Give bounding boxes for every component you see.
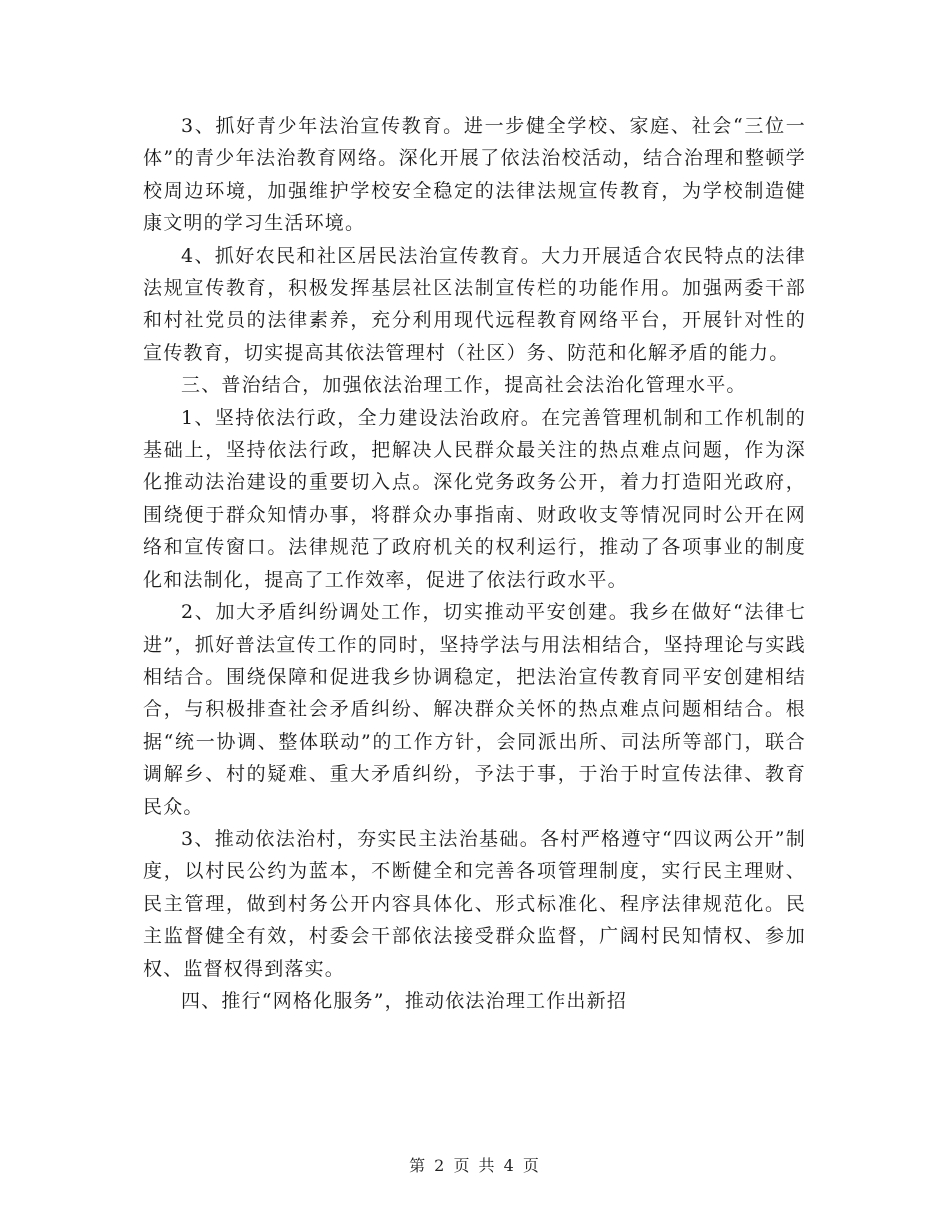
paragraph-dispute-mediation: 2、加大矛盾纠纷调处工作，切实推动平安创建。我乡在做好“法律七进”，抓好普法宣传工作的同时，坚持学法与用法相结合，坚持理论与实践相结合。围绕保障和促进我乡协调稳定，把法治宣传教育同平安创建相结合，与积极排查社会矛盾纠纷、解决群众关怀的热点难点问题相结合。根据“统一协调、整体联动”的工作方针，会同派出所、司法所等部门，联合调解乡、村的疑难、重大矛盾纠纷，予法于事，于治于时宣传法律、教育民众。: [143, 601, 806, 818]
document-body: [143, 110, 806, 1017]
paragraph-village-governance: 3、推动依法治村，夯实民主法治基础。各村严格遵守“四议两公开”制度，以村民公约为蓝本，不断健全和完善各项管理制度，实行民主理财、民主管理，做到村务公开内容具体化、形式标准化、程序法律规范化。民主监督健全有效，村委会干部依法接受群众监督，广阔村民知情权、参加权、监督权得到落实。: [143, 827, 806, 980]
page-number-footer: 第 2 页 共 4 页: [409, 1156, 541, 1175]
paragraph-youth-legal-education: 3、抓好青少年法治宣传教育。进一步健全学校、家庭、社会“三位一体”的青少年法治教育网络。深化开展了依法治校活动，结合治理和整顿学校周边环境，加强维护学校安全稳定的法律法规宣传教育，为学校制造健康文明的学习生活环境。: [143, 115, 806, 235]
paragraph-farmer-legal-education: 4、抓好农民和社区居民法治宣传教育。大力开展适合农民特点的法律法规宣传教育，积极发挥基层社区法制宣传栏的功能作用。加强两委干部和村社党员的法律素养，充分利用现代远程教育网络平台，开展针对性的宣传教育，切实提高其依法管理村（社区）务、防范和化解矛盾的能力。: [143, 244, 806, 364]
section-heading-4: 四、推行“网格化服务”，推动依法治理工作出新招: [181, 989, 628, 1012]
section-heading-3: 三、普治结合，加强依法治理工作，提高社会法治化管理水平。: [181, 374, 747, 397]
paragraph-law-based-administration: 1、坚持依法行政，全力建设法治政府。在完善管理机制和工作机制的基础上，坚持依法行政，把解决人民群众最关注的热点难点问题，作为深化推动法治建设的重要切入点。深化党务政务公开，着力打造阳光政府，围绕便于群众知情办事，将群众办事指南、财政收支等情况同时公开在网络和宣传窗口。法律规范了政府机关的权利运行，推动了各项事业的制度化和法制化，提高了工作效率，促进了依法行政水平。: [143, 406, 806, 591]
